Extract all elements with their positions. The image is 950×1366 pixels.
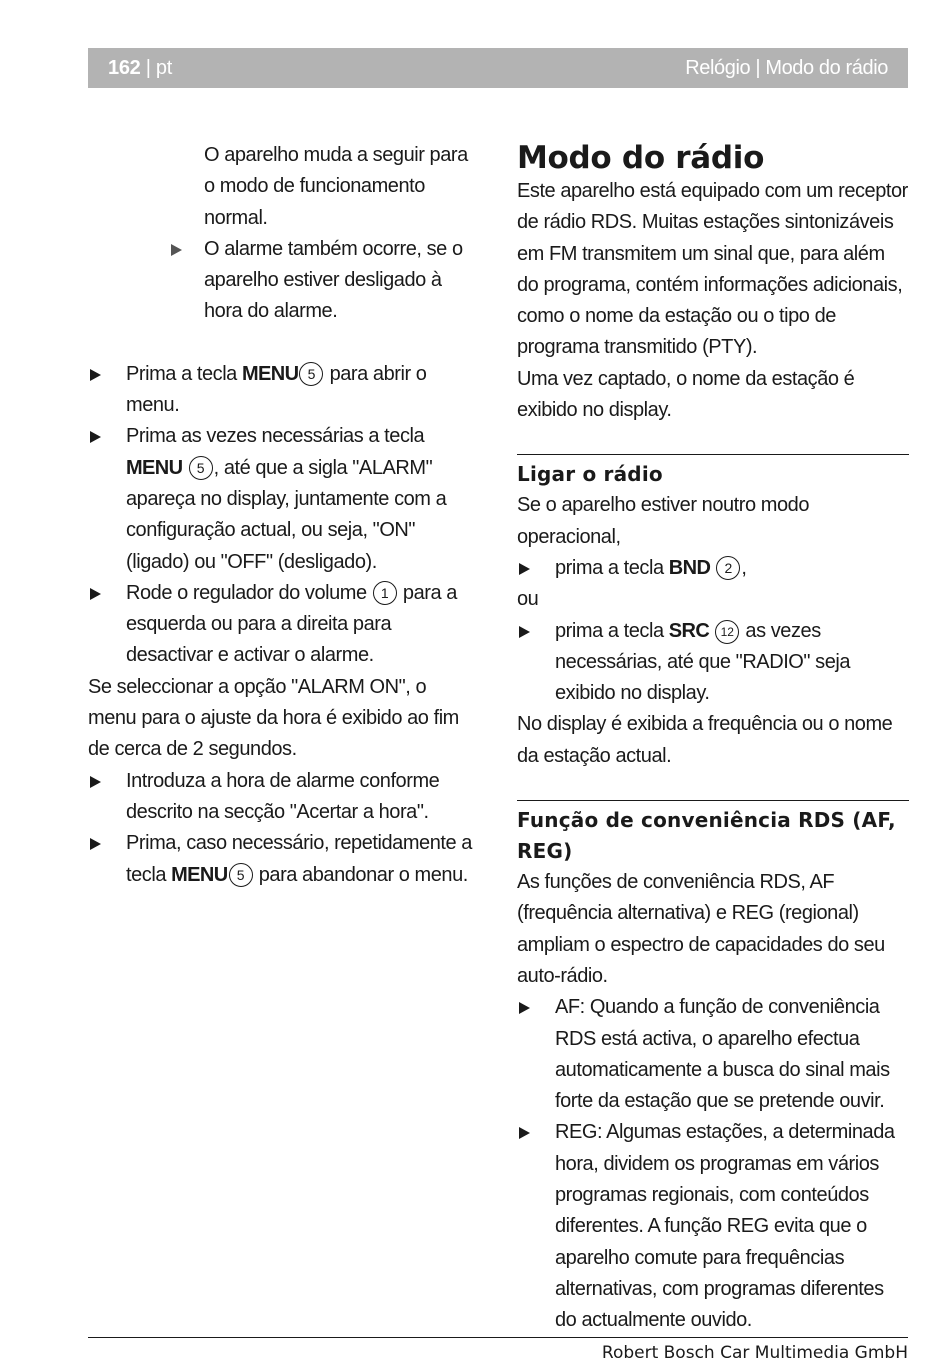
subsection-heading: Função de conveniência RDS (AF, REG) (517, 808, 896, 864)
paragraph: As funções de conveniência RDS, AF (frequência alternativa) e REG (regional) ampliam o espectro de capacidades do seu auto-rádio. (517, 871, 885, 987)
continued-text: O aparelho muda a seguir para o modo de funcionamento normal. (204, 144, 468, 229)
header-page-info: 162 | pt (108, 57, 172, 79)
header-section: Relógio | Modo do rádio (685, 57, 888, 79)
header-section-1: Relógio (685, 57, 751, 79)
paragraph: Se o aparelho estiver noutro modo operacional, (517, 494, 810, 548)
bullet-icon (90, 369, 101, 381)
bullet-item: prima a tecla SRC 12 as vezes necessárias, até que "RADIO" seja exibido no display. (517, 616, 909, 710)
bullet-item: Introduza a hora de alarme conforme descrito na secção "Acertar a hora". (88, 766, 478, 829)
key-label: MENU (241, 362, 299, 385)
callout-number: 12 (715, 620, 739, 644)
bullet-item: Prima a tecla MENU 5 para abrir o menu. (88, 359, 478, 422)
bullet-item: AF: Quando a função de conveniência RDS está activa, o aparelho efectua automaticamente a busca do sinal mais forte da estação que se pretende ouvir. (517, 992, 909, 1117)
header-section-2: Modo do rádio (765, 57, 888, 79)
bullet-icon (90, 431, 101, 443)
bullet-item: Prima as vezes necessárias a tecla MENU 5 , até que a sigla "ALARM" apareça no display, juntamente com a configuração actual, ou seja, "ON" (ligado) ou "OFF" (desligado). (88, 421, 478, 577)
paragraph: No display é exibida a frequência ou o nome da estação actual. (517, 713, 893, 767)
paragraph: ou (517, 588, 539, 611)
callout-number: 5 (299, 362, 323, 386)
sub-bullet-text: O alarme também ocorre, se o aparelho estiver desligado à hora do alarme. (204, 237, 463, 323)
section-title: Modo do rádio (517, 140, 765, 176)
bullet-item: Rode o regulador do volume 1 para a esquerda ou para a direita para desactivar e activar o alarme. (88, 578, 478, 672)
callout-number: 1 (373, 581, 397, 605)
key-label: BND (668, 556, 711, 579)
callout-number: 5 (189, 456, 213, 480)
bullet-icon (519, 563, 530, 575)
subsection-rds (517, 800, 909, 1336)
callout-number: 5 (229, 863, 253, 887)
subsection-ligar (517, 454, 909, 772)
key-label: MENU (126, 456, 183, 479)
left-column (88, 140, 478, 891)
paragraph: Este aparelho está equipado com um receptor de rádio RDS. Muitas estações sintonizáveis em FM transmitem um sinal que, para além do programa, contém informações adicionais, como o nome da estação ou o tipo de programa transmitido (PTY). (517, 180, 908, 359)
bullet-icon (519, 1002, 530, 1014)
key-label: SRC (668, 619, 710, 642)
paragraph: Se seleccionar a opção "ALARM ON", o menu para o ajuste da hora é exibido ao fim de cerca de 2 segundos. (88, 675, 459, 761)
bullet-icon (519, 626, 530, 638)
bullet-icon (519, 1127, 530, 1139)
subsection-heading: Ligar o rádio (517, 462, 663, 487)
key-label: MENU (171, 863, 228, 886)
bullet-item: prima a tecla BND 2 , (517, 553, 909, 584)
bullet-icon (90, 838, 101, 850)
callout-number: 2 (716, 556, 740, 580)
right-column (517, 140, 909, 1337)
sub-bullet-item (88, 234, 478, 328)
footer-rule (88, 1337, 908, 1338)
bullet-icon (90, 588, 101, 600)
bullet-icon (90, 776, 101, 788)
paragraph: Uma vez captado, o nome da estação é exibido no display. (517, 367, 855, 422)
page-language: pt (155, 57, 172, 79)
bullet-item: Prima, caso necessário, repetidamente a tecla MENU 5 para abandonar o menu. (88, 828, 478, 891)
bullet-item: REG: Algumas estações, a determinada hora, dividem os programas em vários programas regionais, com conteúdos diferentes. A função REG evita que o aparelho comute para frequências alternativas, com programas diferentes do actualmente ouvido. (517, 1117, 909, 1336)
bullet-icon (171, 244, 182, 256)
page-number: 162 (108, 57, 141, 79)
footer-publisher: Robert Bosch Car Multimedia GmbH (601, 1343, 908, 1363)
page-header (88, 48, 908, 88)
